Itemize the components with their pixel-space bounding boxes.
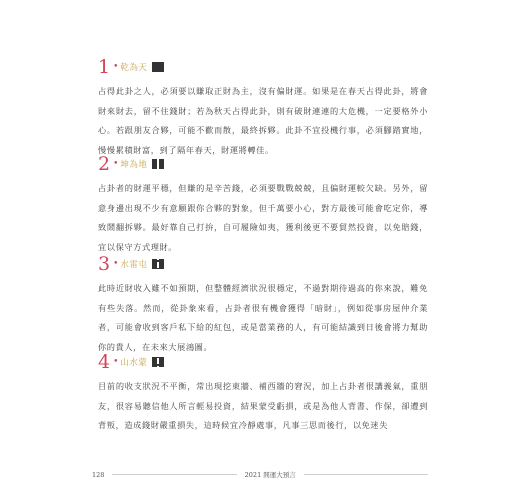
section-number: 1 [98, 56, 111, 78]
page-footer [92, 470, 428, 479]
section-heading [98, 253, 428, 275]
hexagram-title: 坤為地 [120, 160, 148, 170]
section-paragraph: 占得此卦之人，必須要以賺取正財為主，沒有偏財運。如果是在春天占得此卦，將會財來財去，留不住錢財；若為秋天占得此卦，則有破財連連的大危機，一定要格外小心。若跟朋友合夥，可能不歡而散，最終拆夥。此卦不宜投機行事，必須腳踏實地，慢慢累積財富，到了隔年春天，財運將轉佳。 [98, 86, 428, 155]
section-number: 4 [98, 351, 111, 373]
book-title: 2021 開運大預言 [244, 471, 296, 479]
yang-line [152, 268, 164, 269]
section-number: 2 [98, 153, 111, 175]
section-paragraph: 目前的收支狀況不平衡，常出現挖東牆、補西牆的窘況，加上占卦者很講義氣，重朋友，很容易聽信他人所言輕易投資，結果蒙受虧損，或是為他人背書、作保，卻遭到背叛，造成錢財嚴重損失，這時候宜冷靜處事，凡事三思而後行，以免迷失 [98, 381, 428, 430]
section-number: 3 [98, 253, 111, 275]
bullet-dot: • [113, 357, 119, 367]
yang-line [152, 71, 164, 72]
section-paragraph: 此時近財收入雖不如預期，但整體經濟狀況很穩定，不過對期待過高的你來說，難免有些失落。然而，從卦象來看，占卦者很有機會獲得「暗財」，例如從事房屋仲介業者，可能會收到客戶私下給的紅包，或是當業務的人，有可能結識到日後會將力幫助你的貴人，在未來大展鴻圖。 [98, 283, 428, 352]
section-4 [98, 351, 428, 436]
bullet-dot: • [113, 159, 119, 169]
hexagram-icon [152, 62, 164, 73]
hexagram-icon [152, 259, 164, 270]
section-heading [98, 56, 428, 78]
hexagram-title: 乾為天 [120, 63, 148, 73]
yin-line [152, 366, 164, 367]
bullet-dot: • [113, 259, 119, 269]
page-number: 128 [92, 470, 105, 479]
section-heading [98, 351, 428, 373]
section-1 [98, 56, 428, 160]
hexagram-title: 水雷屯 [120, 260, 148, 270]
section-heading [98, 153, 428, 175]
section-paragraph: 占卦者的財運平穩，但賺的是辛苦錢，必須要戰戰兢兢，且偏財運較欠缺。另外，留意身邊出現不少有意願跟你合夥的對象，但千萬要小心，對方最後可能會吃定你，導致鬧翻拆夥。最好靠自己打拚，自可履險如夷，獲利後更不要貿然投資，以免賠錢，宜以保守方式理財。 [98, 183, 428, 252]
footer-rule-right [304, 474, 428, 475]
section-3 [98, 253, 428, 357]
hexagram-icon [152, 357, 164, 368]
section-2 [98, 153, 428, 257]
yin-line [152, 168, 164, 169]
hexagram-icon [152, 159, 164, 170]
footer-rule-left [112, 474, 236, 475]
hexagram-title: 山水蒙 [120, 358, 148, 368]
bullet-dot: • [113, 62, 119, 72]
